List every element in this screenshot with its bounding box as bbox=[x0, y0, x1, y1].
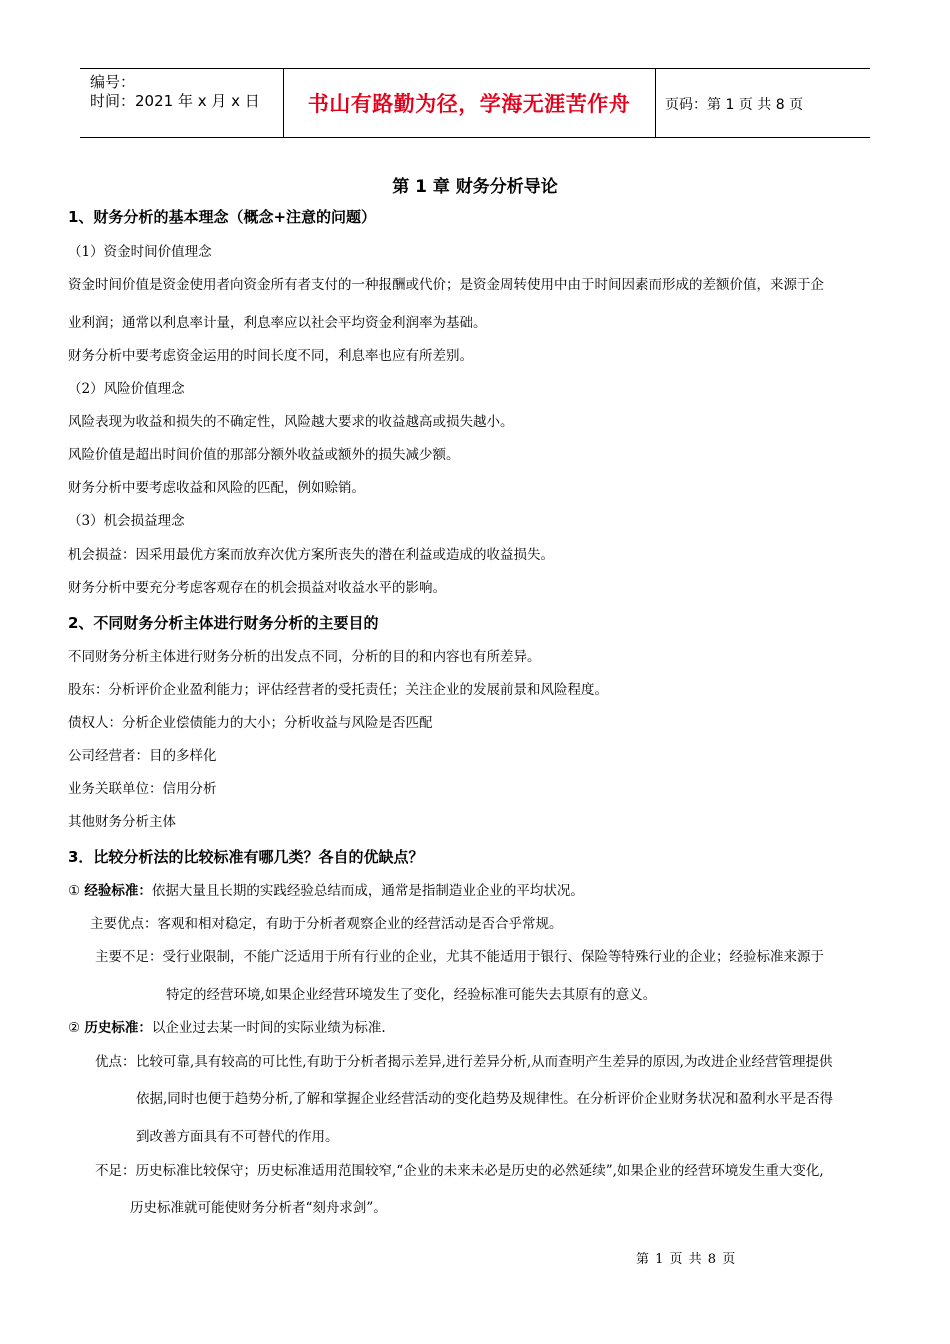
paragraph: 机会损益：因采用最优方案而放弃次优方案所丧失的潜在利益或造成的收益损失。 bbox=[68, 547, 554, 563]
document-date: 时间：2021 年 x 月 x 日 bbox=[90, 92, 260, 110]
header-divider bbox=[655, 69, 656, 137]
paragraph: 股东：分析评价企业盈利能力；评估经营者的受托责任；关注企业的发展前景和风险程度。 bbox=[68, 682, 608, 698]
paragraph: 其他财务分析主体 bbox=[68, 814, 176, 830]
paragraph: 比较可靠,具有较高的可比性,有助于分析者揭示差异,进行差异分析,从而查明产生差异的原因,为改进企业经营管理提供 bbox=[136, 1054, 833, 1070]
paragraph-label: 优点： bbox=[95, 1054, 136, 1070]
list-item bbox=[68, 882, 584, 900]
subsection-heading: （1）资金时间价值理念 bbox=[68, 244, 212, 260]
item-text: 依据大量且长期的实践经验总结而成，通常是指制造业企业的平均状况。 bbox=[151, 883, 584, 899]
chapter-title: 第 1 章 财务分析导论 bbox=[392, 177, 558, 197]
paragraph: 公司经营者：目的多样化 bbox=[68, 748, 217, 764]
paragraph: 业利润；通常以利息率计量，利息率应以社会平均资金利润率为基础。 bbox=[68, 315, 487, 331]
paragraph: 财务分析中要充分考虑客观存在的机会损益对收益水平的影响。 bbox=[68, 580, 446, 596]
section-heading: 1、财务分析的基本理念（概念+注意的问题） bbox=[68, 208, 377, 226]
paragraph: 风险价值是超出时间价值的那部分额外收益或额外的损失减少额。 bbox=[68, 447, 460, 463]
paragraph: 风险表现为收益和损失的不确定性，风险越大要求的收益越高或损失越小。 bbox=[68, 414, 514, 430]
paragraph: 到改善方面具有不可替代的作用。 bbox=[136, 1129, 339, 1145]
page-footer: 第 1 页 共 8 页 bbox=[636, 1252, 737, 1267]
section-heading: 2、不同财务分析主体进行财务分析的主要目的 bbox=[68, 614, 379, 632]
item-marker: ② bbox=[68, 1020, 81, 1036]
header-motto: 书山有路勤为径，学海无涯苦作舟 bbox=[307, 92, 631, 116]
paragraph: 主要优点：客观和相对稳定，有助于分析者观察企业的经营活动是否合乎常规。 bbox=[90, 916, 563, 932]
item-label: 历史标准： bbox=[84, 1020, 152, 1036]
page-header bbox=[80, 68, 870, 138]
paragraph: 特定的经营环境,如果企业经营环境发生了变化，经验标准可能失去其原有的意义。 bbox=[166, 987, 657, 1003]
paragraph: 财务分析中要考虑资金运用的时间长度不同，利息率也应有所差别。 bbox=[68, 348, 473, 364]
header-page-info: 页码：第 1 页 共 8 页 bbox=[665, 97, 804, 113]
paragraph: 不同财务分析主体进行财务分析的出发点不同，分析的目的和内容也有所差异。 bbox=[68, 649, 541, 665]
paragraph: 财务分析中要考虑收益和风险的匹配，例如赊销。 bbox=[68, 480, 365, 496]
document-number-label: 编号： bbox=[90, 73, 136, 91]
paragraph: 业务关联单位：信用分析 bbox=[68, 781, 217, 797]
section-heading: 3．比较分析法的比较标准有哪几类？各自的优缺点？ bbox=[68, 848, 424, 866]
paragraph: 依据,同时也便于趋势分析,了解和掌握企业经营活动的变化趋势及规律性。在分析评价企业财务状况和盈利水平是否得 bbox=[136, 1091, 834, 1107]
paragraph: 不足：历史标准比较保守；历史标准适用范围较窄,“企业的未来未必是历史的必然延续”,如果企业的经营环境发生重大变化, bbox=[95, 1163, 824, 1179]
subsection-heading: （3）机会损益理念 bbox=[68, 513, 185, 529]
paragraph: 债权人：分析企业偿债能力的大小；分析收益与风险是否匹配 bbox=[68, 715, 433, 731]
paragraph: 历史标准就可能使财务分析者“刻舟求剑”。 bbox=[130, 1200, 387, 1216]
paragraph: 资金时间价值是资金使用者向资金所有者支付的一种报酬或代价；是资金周转使用中由于时间因素而形成的差额价值，来源于企 bbox=[68, 277, 824, 293]
list-item bbox=[68, 1019, 386, 1037]
item-text: 以企业过去某一时间的实际业绩为标准. bbox=[151, 1020, 386, 1036]
paragraph: 主要不足：受行业限制，不能广泛适用于所有行业的企业，尤其不能适用于银行、保险等特殊行业的企业；经验标准来源于 bbox=[95, 949, 824, 965]
header-meta bbox=[90, 73, 260, 111]
subsection-heading: （2）风险价值理念 bbox=[68, 381, 185, 397]
item-label: 经验标准： bbox=[84, 883, 152, 899]
item-marker: ① bbox=[68, 883, 81, 899]
